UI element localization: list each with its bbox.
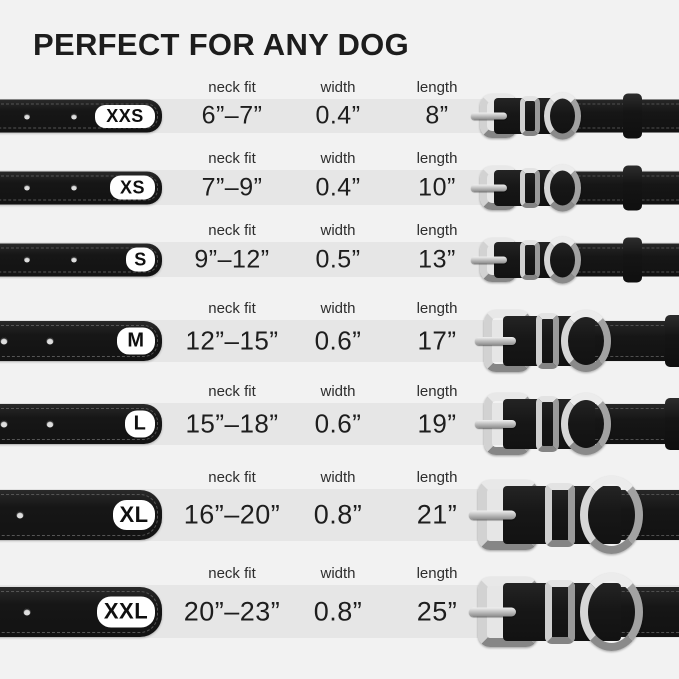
page-title: PERFECT FOR ANY DOG	[33, 27, 410, 62]
column-label-length: length	[416, 150, 458, 167]
collar-strap-end	[0, 321, 162, 361]
buckle-prong-icon	[469, 607, 516, 616]
d-ring-icon	[561, 393, 611, 455]
collar-hole-icon	[24, 257, 30, 263]
column-label-length: length	[416, 469, 458, 486]
neck-fit-value: 15”–18”	[185, 408, 279, 439]
column-label-neck-fit: neck fit	[208, 150, 256, 167]
length-value: 13”	[418, 245, 456, 273]
column-label-neck-fit: neck fit	[208, 469, 256, 486]
column-label-length: length	[416, 565, 458, 582]
d-ring-icon	[580, 573, 643, 651]
size-badge: XS	[110, 176, 155, 200]
metal-keeper-icon	[520, 240, 540, 280]
column-label-length: length	[416, 222, 458, 239]
collar-hole-icon	[47, 421, 54, 428]
length-value: 8”	[425, 101, 449, 130]
collar-strap-end	[0, 243, 162, 276]
buckle-prong-icon	[471, 113, 507, 120]
column-label-neck-fit: neck fit	[208, 222, 256, 239]
buckle-prong-icon	[471, 184, 507, 191]
size-badge: XL	[113, 500, 155, 530]
column-label-width: width	[320, 150, 356, 167]
collar-hole-icon	[47, 338, 54, 345]
size-badge: XXL	[97, 596, 155, 627]
size-row-xxl	[0, 565, 679, 638]
column-label-width: width	[320, 79, 356, 96]
column-label-width: width	[320, 383, 356, 400]
size-badge: L	[125, 411, 155, 438]
length-value: 10”	[418, 173, 456, 201]
buckle-prong-icon	[469, 511, 516, 520]
metal-keeper-icon	[536, 313, 559, 369]
collar-strap-end	[0, 490, 162, 540]
width-value: 0.5”	[315, 245, 361, 273]
leather-loop-icon	[665, 315, 679, 367]
collar-hole-icon	[71, 257, 77, 263]
width-value: 0.8”	[313, 596, 363, 626]
leather-loop-icon	[623, 165, 642, 210]
collar-strap-end	[0, 100, 162, 133]
size-row-xxs	[0, 79, 679, 133]
column-label-neck-fit: neck fit	[208, 565, 256, 582]
collar-strap-end	[0, 404, 162, 444]
buckle-prong-icon	[475, 337, 516, 345]
d-ring-icon	[561, 310, 611, 372]
collar-strap-end	[0, 171, 162, 204]
width-value: 0.4”	[315, 101, 361, 130]
column-label-length: length	[416, 300, 458, 317]
metal-keeper-icon	[520, 96, 540, 136]
leather-loop-icon	[623, 94, 642, 139]
collar-hole-icon	[24, 113, 30, 119]
buckle-prong-icon	[471, 256, 507, 263]
collar-hole-icon	[1, 338, 8, 345]
metal-keeper-icon	[520, 168, 540, 208]
metal-keeper-icon	[545, 483, 575, 547]
column-label-width: width	[320, 300, 356, 317]
neck-fit-value: 16”–20”	[183, 499, 281, 530]
length-value: 21”	[416, 499, 458, 530]
size-badge: S	[126, 248, 155, 272]
d-ring-icon	[580, 476, 643, 554]
column-label-neck-fit: neck fit	[208, 383, 256, 400]
collar-strap-end	[0, 587, 162, 637]
width-value: 0.8”	[313, 499, 363, 530]
width-value: 0.6”	[314, 325, 362, 356]
d-ring-icon	[544, 236, 581, 283]
size-row-s	[0, 222, 679, 277]
column-label-length: length	[416, 383, 458, 400]
column-label-width: width	[320, 222, 356, 239]
column-label-length: length	[416, 79, 458, 96]
width-value: 0.6”	[314, 408, 362, 439]
collar-hole-icon	[24, 608, 31, 615]
collar-hole-icon	[71, 113, 77, 119]
d-ring-icon	[544, 93, 581, 140]
collar-hole-icon	[24, 185, 30, 191]
neck-fit-value: 20”–23”	[183, 596, 281, 626]
d-ring-icon	[544, 164, 581, 211]
length-value: 25”	[416, 596, 458, 626]
length-value: 17”	[417, 325, 457, 356]
buckle-prong-icon	[475, 420, 516, 428]
column-label-width: width	[320, 565, 356, 582]
size-row-xl	[0, 469, 679, 541]
neck-fit-value: 7”–9”	[201, 173, 263, 201]
neck-fit-value: 12”–15”	[185, 325, 279, 356]
leather-loop-icon	[665, 398, 679, 450]
column-label-neck-fit: neck fit	[208, 300, 256, 317]
collar-hole-icon	[1, 421, 8, 428]
column-label-neck-fit: neck fit	[208, 79, 256, 96]
neck-fit-value: 9”–12”	[194, 245, 270, 273]
size-row-xs	[0, 150, 679, 205]
size-row-l	[0, 383, 679, 445]
size-row-m	[0, 300, 679, 362]
metal-keeper-icon	[545, 580, 575, 644]
length-value: 19”	[417, 408, 457, 439]
metal-keeper-icon	[536, 396, 559, 452]
size-badge: XXS	[95, 105, 155, 128]
collar-hole-icon	[71, 185, 77, 191]
size-badge: M	[117, 328, 155, 355]
width-value: 0.4”	[315, 173, 361, 201]
leather-loop-icon	[623, 237, 642, 282]
neck-fit-value: 6”–7”	[201, 101, 263, 130]
column-label-width: width	[320, 469, 356, 486]
collar-hole-icon	[17, 512, 24, 519]
